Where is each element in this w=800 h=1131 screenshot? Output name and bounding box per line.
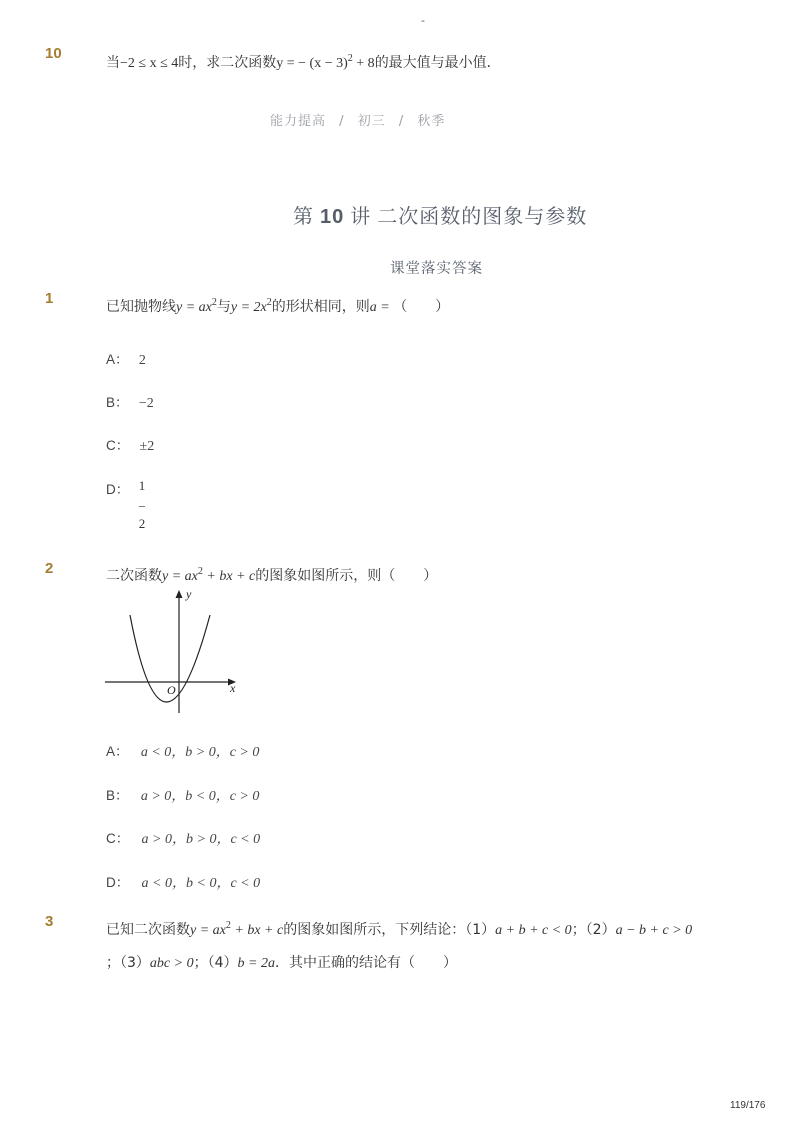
origin-label: O <box>167 683 176 697</box>
math: y = ax <box>190 923 226 938</box>
math: a = <box>369 300 394 315</box>
text: ；（2） <box>571 922 616 938</box>
option-value: a > 0，b > 0，c < 0 <box>141 832 261 847</box>
text: ；（3） <box>106 955 150 971</box>
breadcrumb-separator: / <box>339 114 345 129</box>
question-text-line2 <box>106 952 457 972</box>
option-value: −2 <box>138 396 154 411</box>
question-number: 3 <box>45 913 54 930</box>
math: y = 2x <box>230 300 267 315</box>
text: （ ） <box>393 299 450 315</box>
breadcrumb-separator: / <box>398 114 405 129</box>
y-axis-label: y <box>186 587 192 601</box>
math: a − b + c > 0 <box>615 923 693 938</box>
math: + bx + c <box>202 569 256 584</box>
option-a[interactable] <box>106 740 259 761</box>
question-text <box>106 296 449 316</box>
title-number: 10 <box>320 206 345 228</box>
question-number: 10 <box>45 45 62 62</box>
math: y = ax <box>176 300 212 315</box>
page-title <box>293 200 587 229</box>
breadcrumb-item: 能力提高 <box>270 114 327 129</box>
option-d[interactable] <box>106 478 129 498</box>
option-label: C： <box>106 831 130 846</box>
option-a[interactable] <box>106 348 146 369</box>
math: + bx + c <box>230 923 284 938</box>
question-text <box>106 919 692 939</box>
math: abc > 0 <box>149 956 194 971</box>
exponent: 2 <box>197 566 203 577</box>
breadcrumb <box>270 110 445 129</box>
option-label: D： <box>106 482 130 497</box>
option-b[interactable] <box>106 784 259 805</box>
y-axis-arrow <box>176 590 183 598</box>
text: 的形状相同，则 <box>271 299 370 315</box>
text: ；（4） <box>193 955 238 971</box>
option-label: B： <box>106 395 129 410</box>
math: y = ax <box>162 569 198 584</box>
breadcrumb-item: 秋季 <box>417 114 446 129</box>
text: 时，求二次函数 <box>178 55 277 71</box>
option-label: A： <box>106 744 129 759</box>
math: a + b + c < 0 <box>495 923 572 938</box>
text: 已知二次函数 <box>106 922 190 938</box>
text: 已知抛物线 <box>106 299 176 315</box>
text: 的图象如图所示，则（ ） <box>255 568 438 584</box>
option-label: C： <box>106 438 130 453</box>
exponent: 2 <box>347 53 353 64</box>
option-label: B： <box>106 788 129 803</box>
text: 二次函数 <box>106 568 162 584</box>
option-b[interactable] <box>106 391 154 412</box>
option-c[interactable] <box>106 827 260 848</box>
option-value: a > 0，b < 0，c > 0 <box>140 789 260 804</box>
top-mark: - <box>421 14 425 27</box>
math: y = − (x − 3) <box>276 56 348 71</box>
exponent: 2 <box>266 297 272 308</box>
option-c[interactable] <box>106 434 154 455</box>
text: 当 <box>106 55 120 71</box>
question-text <box>106 52 501 72</box>
parabola-graph <box>100 585 250 715</box>
fraction-bar: − <box>138 499 146 514</box>
text: 的图象如图所示，下列结论：（1） <box>283 922 496 938</box>
math: −2 ≤ x ≤ 4 <box>120 56 179 71</box>
fraction <box>137 476 147 534</box>
page-number: 119/176 <box>730 1100 766 1111</box>
option-value: a < 0，b < 0，c < 0 <box>141 876 261 891</box>
text: 与 <box>216 299 231 315</box>
option-label: D： <box>106 875 130 890</box>
title-pre: 第 <box>293 206 314 228</box>
question-text <box>106 565 437 585</box>
math: b = 2a <box>237 956 275 971</box>
fraction-numerator: 1 <box>138 478 146 493</box>
question-number: 1 <box>45 290 54 307</box>
option-label: A： <box>106 352 129 367</box>
exponent: 2 <box>211 297 217 308</box>
question-number: 2 <box>45 560 54 577</box>
fraction-denominator: 2 <box>138 516 146 531</box>
x-axis-label: x <box>230 681 236 695</box>
title-post: 讲 二次函数的图象与参数 <box>350 206 588 228</box>
section-subtitle: 课堂落实答案 <box>390 261 483 277</box>
text: ．其中正确的结论有（ ） <box>274 955 457 971</box>
option-value: ±2 <box>139 439 155 454</box>
option-d[interactable] <box>106 871 260 892</box>
option-value: a < 0，b > 0，c > 0 <box>140 745 260 760</box>
breadcrumb-item: 初三 <box>357 114 386 129</box>
exponent: 2 <box>225 920 231 931</box>
option-value: 2 <box>138 353 146 368</box>
math: + 8 <box>352 56 375 71</box>
text: 的最大值与最小值． <box>374 55 501 71</box>
